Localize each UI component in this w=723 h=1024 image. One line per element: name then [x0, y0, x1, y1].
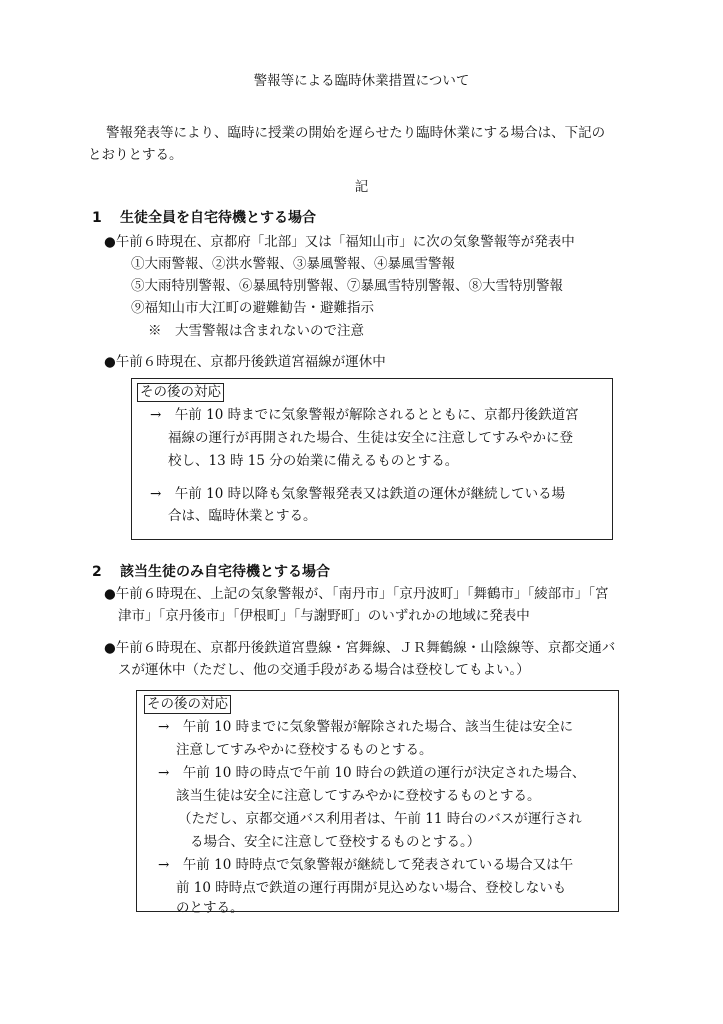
section1-box-title: その後の対応: [137, 383, 224, 402]
section1-box-line-5: 合は、臨時休業とする。: [168, 508, 317, 524]
section1-item-2: ⑤大雨特別警報、⑥暴風特別警報、⑦暴風雪特別警報、⑧大雪特別警報: [131, 278, 563, 294]
section2-bullet2-line1: ●午前６時現在、京都丹後鉄道宮豊線・宮舞線、ＪＲ舞鶴線・山陰線等、京都交通バ: [104, 640, 616, 656]
section1-box-line-4: → 午前 10 時以降も気象警報発表又は鉄道の運休が継続している場: [150, 486, 566, 502]
section2-box-line-2: 注意してすみやかに登校するものとする。: [176, 742, 433, 758]
section1-bullet2: ●午前６時現在、京都丹後鉄道宮福線が運休中: [104, 354, 386, 370]
intro-line-1: 警報発表等により、臨時に授業の開始を遅らせたり臨時休業にする場合は、下記の: [106, 125, 606, 141]
intro-line-2: とおりとする。: [88, 147, 183, 163]
section2-box-line-8: 前 10 時時点で鉄道の運行再開が見込めない場合、登校しないも: [176, 880, 567, 896]
section2-heading: 該当生徒のみ自宅待機とする場合: [120, 564, 330, 580]
section2-box-line-7: → 午前 10 時時点で気象警報が継続して発表されている場合又は午: [158, 857, 574, 873]
section2-bullet2-line2: スが運休中（ただし、他の交通手段がある場合は登校してもよい。）: [118, 662, 530, 678]
section2-number: 2: [92, 564, 102, 580]
section2-box-line-6: る場合、安全に注意して登校するものとする。）: [190, 834, 481, 850]
section2-bullet1-line2: 津市」「京丹後市」「伊根町」「与謝野町」のいずれかの地域に発表中: [118, 608, 530, 624]
section2-box-line-1: → 午前 10 時までに気象警報が解除された場合、該当生徒は安全に: [158, 719, 574, 735]
section1-note: ※ 大雪警報は含まれないので注意: [148, 323, 364, 339]
section2-box-line-5: （ただし、京都交通バス利用者は、午前 11 時台のバスが運行され: [178, 811, 582, 827]
section1-bullet1: ●午前６時現在、京都府「北部」又は「福知山市」に次の気象警報等が発表中: [104, 234, 575, 250]
section2-box-line-9: のとする。: [176, 900, 244, 916]
section1-heading: 生徒全員を自宅待機とする場合: [120, 210, 316, 226]
section1-number: 1: [92, 210, 102, 226]
section2-box-line-3: → 午前 10 時の時点で午前 10 時台の鉄道の運行が決定された場合、: [158, 765, 586, 781]
section1-item-1: ①大雨警報、②洪水警報、③暴風警報、④暴風雪警報: [131, 256, 455, 272]
section2-box-title: その後の対応: [144, 695, 231, 714]
section1-item-3: ⑨福知山市大江町の避難勧告・避難指示: [131, 300, 374, 316]
section1-box-line-3: 校し、13 時 15 分の始業に備えるものとする。: [168, 453, 459, 469]
section2-box-line-4: 該当生徒は安全に注意してすみやかに登校するものとする。: [176, 788, 541, 804]
ki-heading: 記: [354, 179, 369, 195]
section1-box-line-2: 福線の運行が再開された場合、生徒は安全に注意してすみやかに登: [168, 430, 573, 446]
section1-box-line-1: → 午前 10 時までに気象警報が解除されるとともに、京都丹後鉄道宮: [150, 407, 579, 423]
document-title: 警報等による臨時休業措置について: [253, 73, 470, 89]
section2-bullet1-line1: ●午前６時現在、上記の気象警報が、「南丹市」「京丹波町」「舞鶴市」「綾部市」「宮: [104, 586, 609, 602]
